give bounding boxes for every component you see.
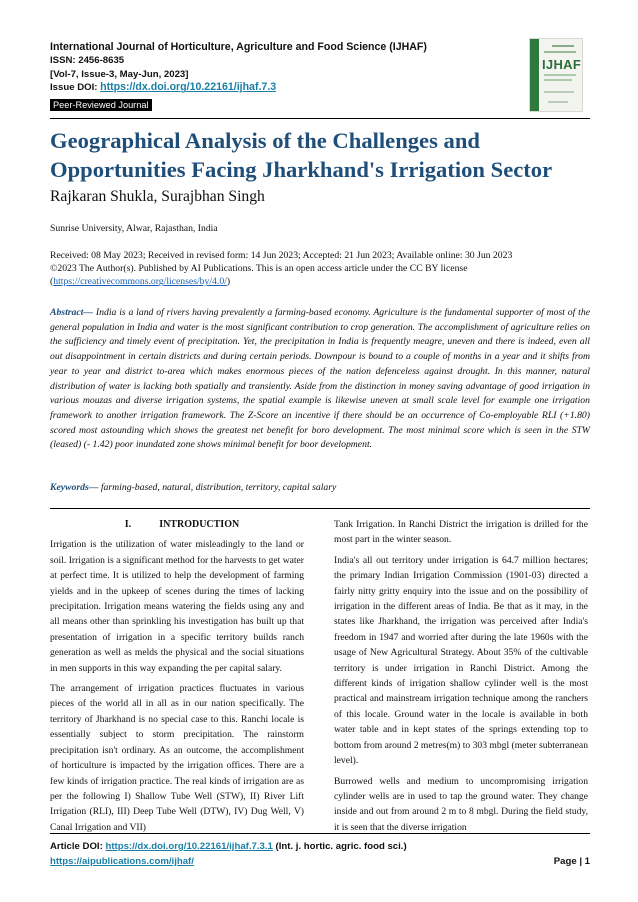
paragraph: The arrangement of irrigation practices fluctuates in various pieces of the world all in all as in our nation specifically. The territory of Jharkhand is no special case to this. Ranchi locale is essentially subject to storm precipitation. The rainstorm precipitation isn't ordinary. As an outcome, the accomplishment of horticulture is impacted by the irrigation offices. There are a few kinds of irrigation practice. The real kinds of irrigation are as per the following I) Shallow Tube Well (STW), II) River Lift Irrigation (RLI), III) Deep Tube Well (DTW), IV) Dug Well, V) Canal Irrigation and VII) <box>50 683 304 833</box>
page-number: Page | 1 <box>553 856 590 867</box>
issue-doi-link[interactable]: https://dx.doi.org/10.22161/ijhaf.7.3 <box>100 81 277 94</box>
article-doi-link[interactable]: https://dx.doi.org/10.22161/ijhaf.7.3.1 <box>105 841 273 852</box>
peer-reviewed-badge: Peer-Reviewed Journal <box>50 99 152 111</box>
license-link[interactable]: https://creativecommons.org/licenses/by/4.0/ <box>53 276 227 288</box>
section-title: INTRODUCTION <box>159 519 240 530</box>
paragraph: Tank Irrigation. In Ranchi District the irrigation is drilled for the most part in the winter season. <box>334 519 588 546</box>
issn: ISSN: 2456-8635 <box>50 55 125 66</box>
license-statement: ©2023 The Author(s). Published by AI Publications. This is an open access article under the CC BY license <box>50 263 468 275</box>
cover-logo: IJHAF <box>542 57 582 72</box>
keywords-text: farming-based, natural, distribution, territory, capital salary <box>98 482 337 493</box>
issue-doi-label: Issue DOI: <box>50 82 101 94</box>
paragraph: Burrowed wells and medium to uncompromising irrigation cylinder wells are in used to tap the ground water. They change inside and out from around 2 m to 8 mbgl. During the field study, it is seen that the diverse irrigation <box>334 775 588 833</box>
abstract-divider <box>50 508 590 509</box>
keywords-label: Keywords— <box>50 482 99 493</box>
section-number: I. <box>124 519 132 530</box>
paragraph: India's all out territory under irrigation is 64.7 million hectares; the primary Indian Irrigation Commission (1901-03) directed a fairly nitty gritty enquiry into the issue and on the possibility of irrigation in the different areas of India. Be that as it may, in the states like Jharkhand, the irrigation was perceived after India's freedom in 1947 and worried after during the late 1960s with the usage of New Agricultural Strategy. About 35% of the cultivable territory is under irrigation in Ranchi District. Among the different kinds of irrigation shallow cylinder well is the most practical and mainstream irrigation technique among the ranchers of this locale. Ground water in the locale is available in both water table and in kept states of the springs extending top to bottom from around 2 metres(m) to 303 mbgl (meter subterranean level). <box>334 554 588 767</box>
article-title: Geographical Analysis of the Challenges and Opportunities Facing Jharkhand's Irrigation Sector <box>50 128 553 182</box>
journal-citation: (Int. j. hortic. agric. food sci.) <box>272 841 407 852</box>
body-column-left <box>50 517 304 840</box>
keywords <box>50 482 590 493</box>
abstract-label: Abstract— <box>50 307 94 318</box>
journal-site-link[interactable]: https://aipublications.com/ijhaf/ <box>50 856 194 867</box>
abstract-text: India is a land of rivers having prevalently a farming-based economy. Agriculture is the fundamental supporter of most of the general population in India and water is the most significant contribution to crop generation. The accomplishment of agriculture relies on the sufficiency and timely event of precipitation. Yet, the precipitation in India is frequently meagre, uneven and there is indeed, even all out disappointment in certain districts and during certain periods. Downpour is bound to a couple of months in a year and it shifts from year to year and district to-area which makes enormous pieces of the nation defenceless against drought. In this manner, natural distribution of water is lacking both spatially and transiently. Aside from the distinction in money saving advantage of good irrigation in various mouzas and diverse irrigation systems, the spatial example is likewise uneven at small scale level for example one irrigation framework to another irrigation framework. The Z-Score an incentive if there should be an occurrence of Co-employable RLI (+1.80) scored most astounding which shows the greatest net benefit for boro development. The most minimal score which is seen in the STW (leased) (- 1.42) poor inundated zone shows minimal benefit for boor development. <box>50 307 590 451</box>
article-doi-label: Article DOI: <box>50 841 106 852</box>
journal-header <box>50 40 590 113</box>
journal-name: International Journal of Horticulture, Agriculture and Food Science (IJHAF) <box>50 41 427 53</box>
publication-info: Received: 08 May 2023; Received in revised form: 14 Jun 2023; Accepted: 21 Jun 2023; Available online: 30 Jun 2023 ©2023 The Author(s). Published by AI Publications. This is an open access article under the CC BY license (https://creativecommons.org/licenses/by/4.0/) <box>50 249 595 289</box>
received-dates: Received: 08 May 2023; Received in revised form: 14 Jun 2023; Accepted: 21 Jun 2023; Available online: 30 Jun 2023 <box>50 250 513 261</box>
abstract <box>50 306 590 453</box>
issue-doi <box>50 81 590 95</box>
journal-cover-thumbnail <box>529 38 583 112</box>
header-divider <box>50 118 590 119</box>
footer-site-row <box>50 854 590 869</box>
body-column-right <box>334 517 588 840</box>
section-heading <box>50 517 304 532</box>
footer-doi-row <box>50 839 590 854</box>
page-footer <box>50 839 590 869</box>
paragraph: Irrigation is the utilization of water misleadingly to the land or soil. Irrigation is a significant method for the harvests to get water at perfect time. It is utilized to help the development of farming yields and in the upkeep of scenes during the times of lacking precipitation. Irrigation means watering the fields using any and all means other than sprinkling his investigation has built up that presentation of irrigation in a specific territory builds ranch generation as well as melds the physical and the social situations in men supports in this way expanding the per capital salary. <box>50 539 304 674</box>
footer-divider <box>50 833 590 834</box>
volume-issue: [Vol-7, Issue-3, May-Jun, 2023] <box>50 68 189 80</box>
authors: Rajkaran Shukla, Surajbhan Singh <box>50 188 265 205</box>
affiliation: Sunrise University, Alwar, Rajasthan, India <box>50 223 218 234</box>
